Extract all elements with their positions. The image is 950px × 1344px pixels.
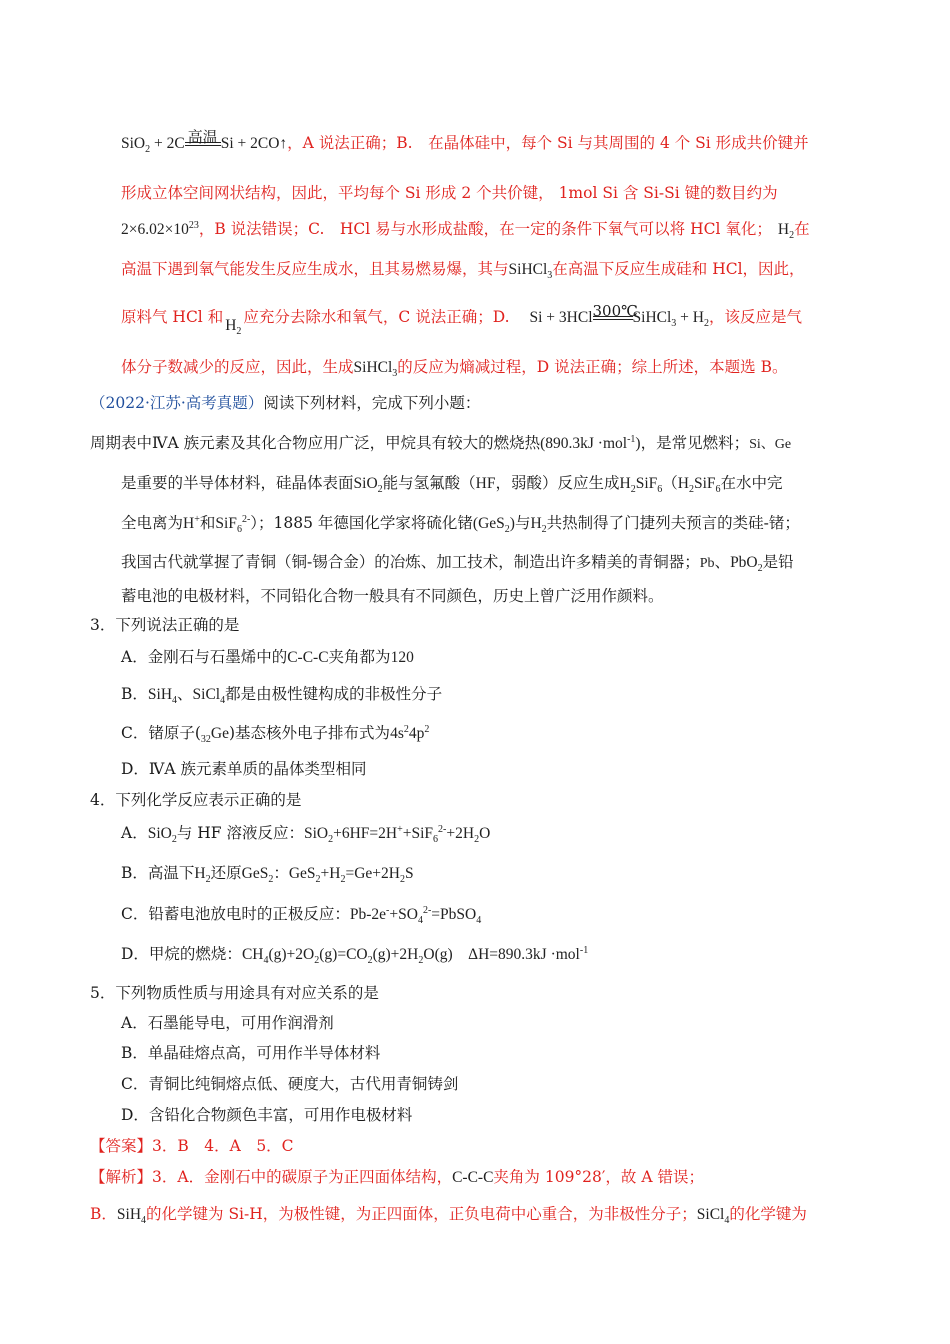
explanation-line-3: $2\times 6.02\times 10^{23}$，B 说法错误；C. HCl 易与水形成盐酸，在一定的条件下氧气可以将 HCl 氧化； $H_2$在: [121, 219, 810, 242]
q3-option-b: B．SiH$_4$、SiCl$_4$都是由极性键构成的非极性分子: [121, 685, 443, 707]
q3-option-c: C．锗原子$(_{32}Ge)$基态核外电子排布式为$4s^24p^2$: [121, 723, 430, 746]
q4-option-c: C．铅蓄电池放电时的正极反应：$Pb-2e^-+SO_4^{2-}=PbSO_4$: [121, 904, 482, 927]
q5-option-c: C．青铜比纯铜熔点低、硬度大，古代用青铜铸剑: [121, 1075, 459, 1093]
material-line-2: 是重要的半导体材料，硅晶体表面SiO$_2$能与氢氟酸（HF，弱酸）反应生成$H_2SiF_6(H_2SiF_6$在水中完: [121, 474, 783, 496]
explanation-3a: 【解析】3．A．金刚石中的碳原子为正四面体结构，C-C-C夹角为 109°28′，故 A 错误；: [90, 1168, 704, 1186]
material-line-4: 我国古代就掌握了青铜（铜-锡合金）的冶炼、加工技术，制造出许多精美的青铜器；Pb、PbO$_2$是铅: [121, 553, 794, 575]
q5-option-a: A．石墨能导电，可用作润滑剂: [121, 1014, 334, 1032]
answer-line: 【答案】3．B 4．A 5．C: [90, 1137, 294, 1155]
explanation-line-6: 体分子数减少的反应，因此，生成SiHCl$_3$的反应为熵减过程，D 说法正确；综上所述，本题选 B。: [121, 358, 788, 380]
eq-part: SiO$_2$ + 2C: [121, 135, 185, 156]
q3-option-a: A．金刚石与石墨烯中的C-C-C夹角都为120: [121, 648, 414, 666]
q5-option-d: D．含铅化合物颜色丰富，可用作电极材料: [121, 1106, 413, 1124]
question-source: （2022·江苏·高考真题）阅读下列材料，完成下列小题：: [90, 394, 481, 412]
explanation-tag: 【解析】: [90, 1168, 153, 1186]
explanation-line-4: 高温下遇到氧气能发生反应生成水，且其易燃易爆，其与SiHCl$_3$在高温下反应生成硅和 HCl，因此，: [121, 260, 805, 282]
explanation-3b: B．SiH$_4$的化学键为 Si-H，为极性键，为正四面体，正负电荷中心重合，为非极性分子；SiCl$_4$的化学键为: [90, 1205, 807, 1227]
material-line-5: 蓄电池的电极材料，不同铅化合物一般具有不同颜色，历史上曾广泛用作颜料。: [121, 587, 664, 605]
explanation-line-5: 原料气 HCl 和 $H_2$应充分去除水和氧气，C 说法正确；D. Si + 3HCl 300℃ SiHCl$_3$ + $H_2$，该反应是气: [121, 302, 802, 338]
material-line-3: 全电离为H+和SiF$_6^{2-}$）；1885 年德国化学家将硫化锗(GeS$_2$)与$H_2$共热制得了门捷列夫预言的类硅-锗；: [121, 513, 800, 536]
q3-option-d: D．ⅣA 族元素单质的晶体类型相同: [121, 760, 367, 778]
question-5-stem: 5．下列物质性质与用途具有对应关系的是: [90, 984, 379, 1002]
question-3-stem: 3．下列说法正确的是: [90, 616, 240, 634]
eq-sio2-carbon: SiO$_2$ + 2C 高温 Si + 2CO↑，A 说法正确；B. 在晶体硅中，每个 Si 与其周围的 4 个 Si 形成共价键并: [121, 128, 809, 156]
q5-option-b: B．单晶硅熔点高，可用作半导体材料: [121, 1044, 381, 1062]
material-line-1: 周期表中ⅣA 族元素及其化合物应用广泛，甲烷具有较大的燃烧热(890.3kJ ·mol$^{-1}$)，是常见燃料；Si、Ge: [90, 433, 792, 452]
q4-option-b: B．高温下$H_2$还原GeS$_2$：$GeS_2+H_2=Ge+2H_2S$: [121, 864, 414, 886]
answer-tag: 【答案】: [90, 1137, 153, 1155]
question-4-stem: 4．下列化学反应表示正确的是: [90, 791, 302, 809]
q4-option-a: A．SiO$_2$与 HF 溶液反应：$SiO_2+6HF=2H^++SiF_6^{2-}+2H_2O$: [121, 823, 491, 846]
q4-option-d: D．甲烷的燃烧：$CH_4(g)+2O_2(g)=CO_2(g)+2H_2O(g)$ ΔH=890.3kJ ·mol$^{-1}$: [121, 944, 589, 967]
explanation-line-2: 形成立体空间网状结构，因此，平均每个 Si 形成 2 个共价键， 1mol Si 含 Si-Si 键的数目约为: [121, 184, 778, 202]
